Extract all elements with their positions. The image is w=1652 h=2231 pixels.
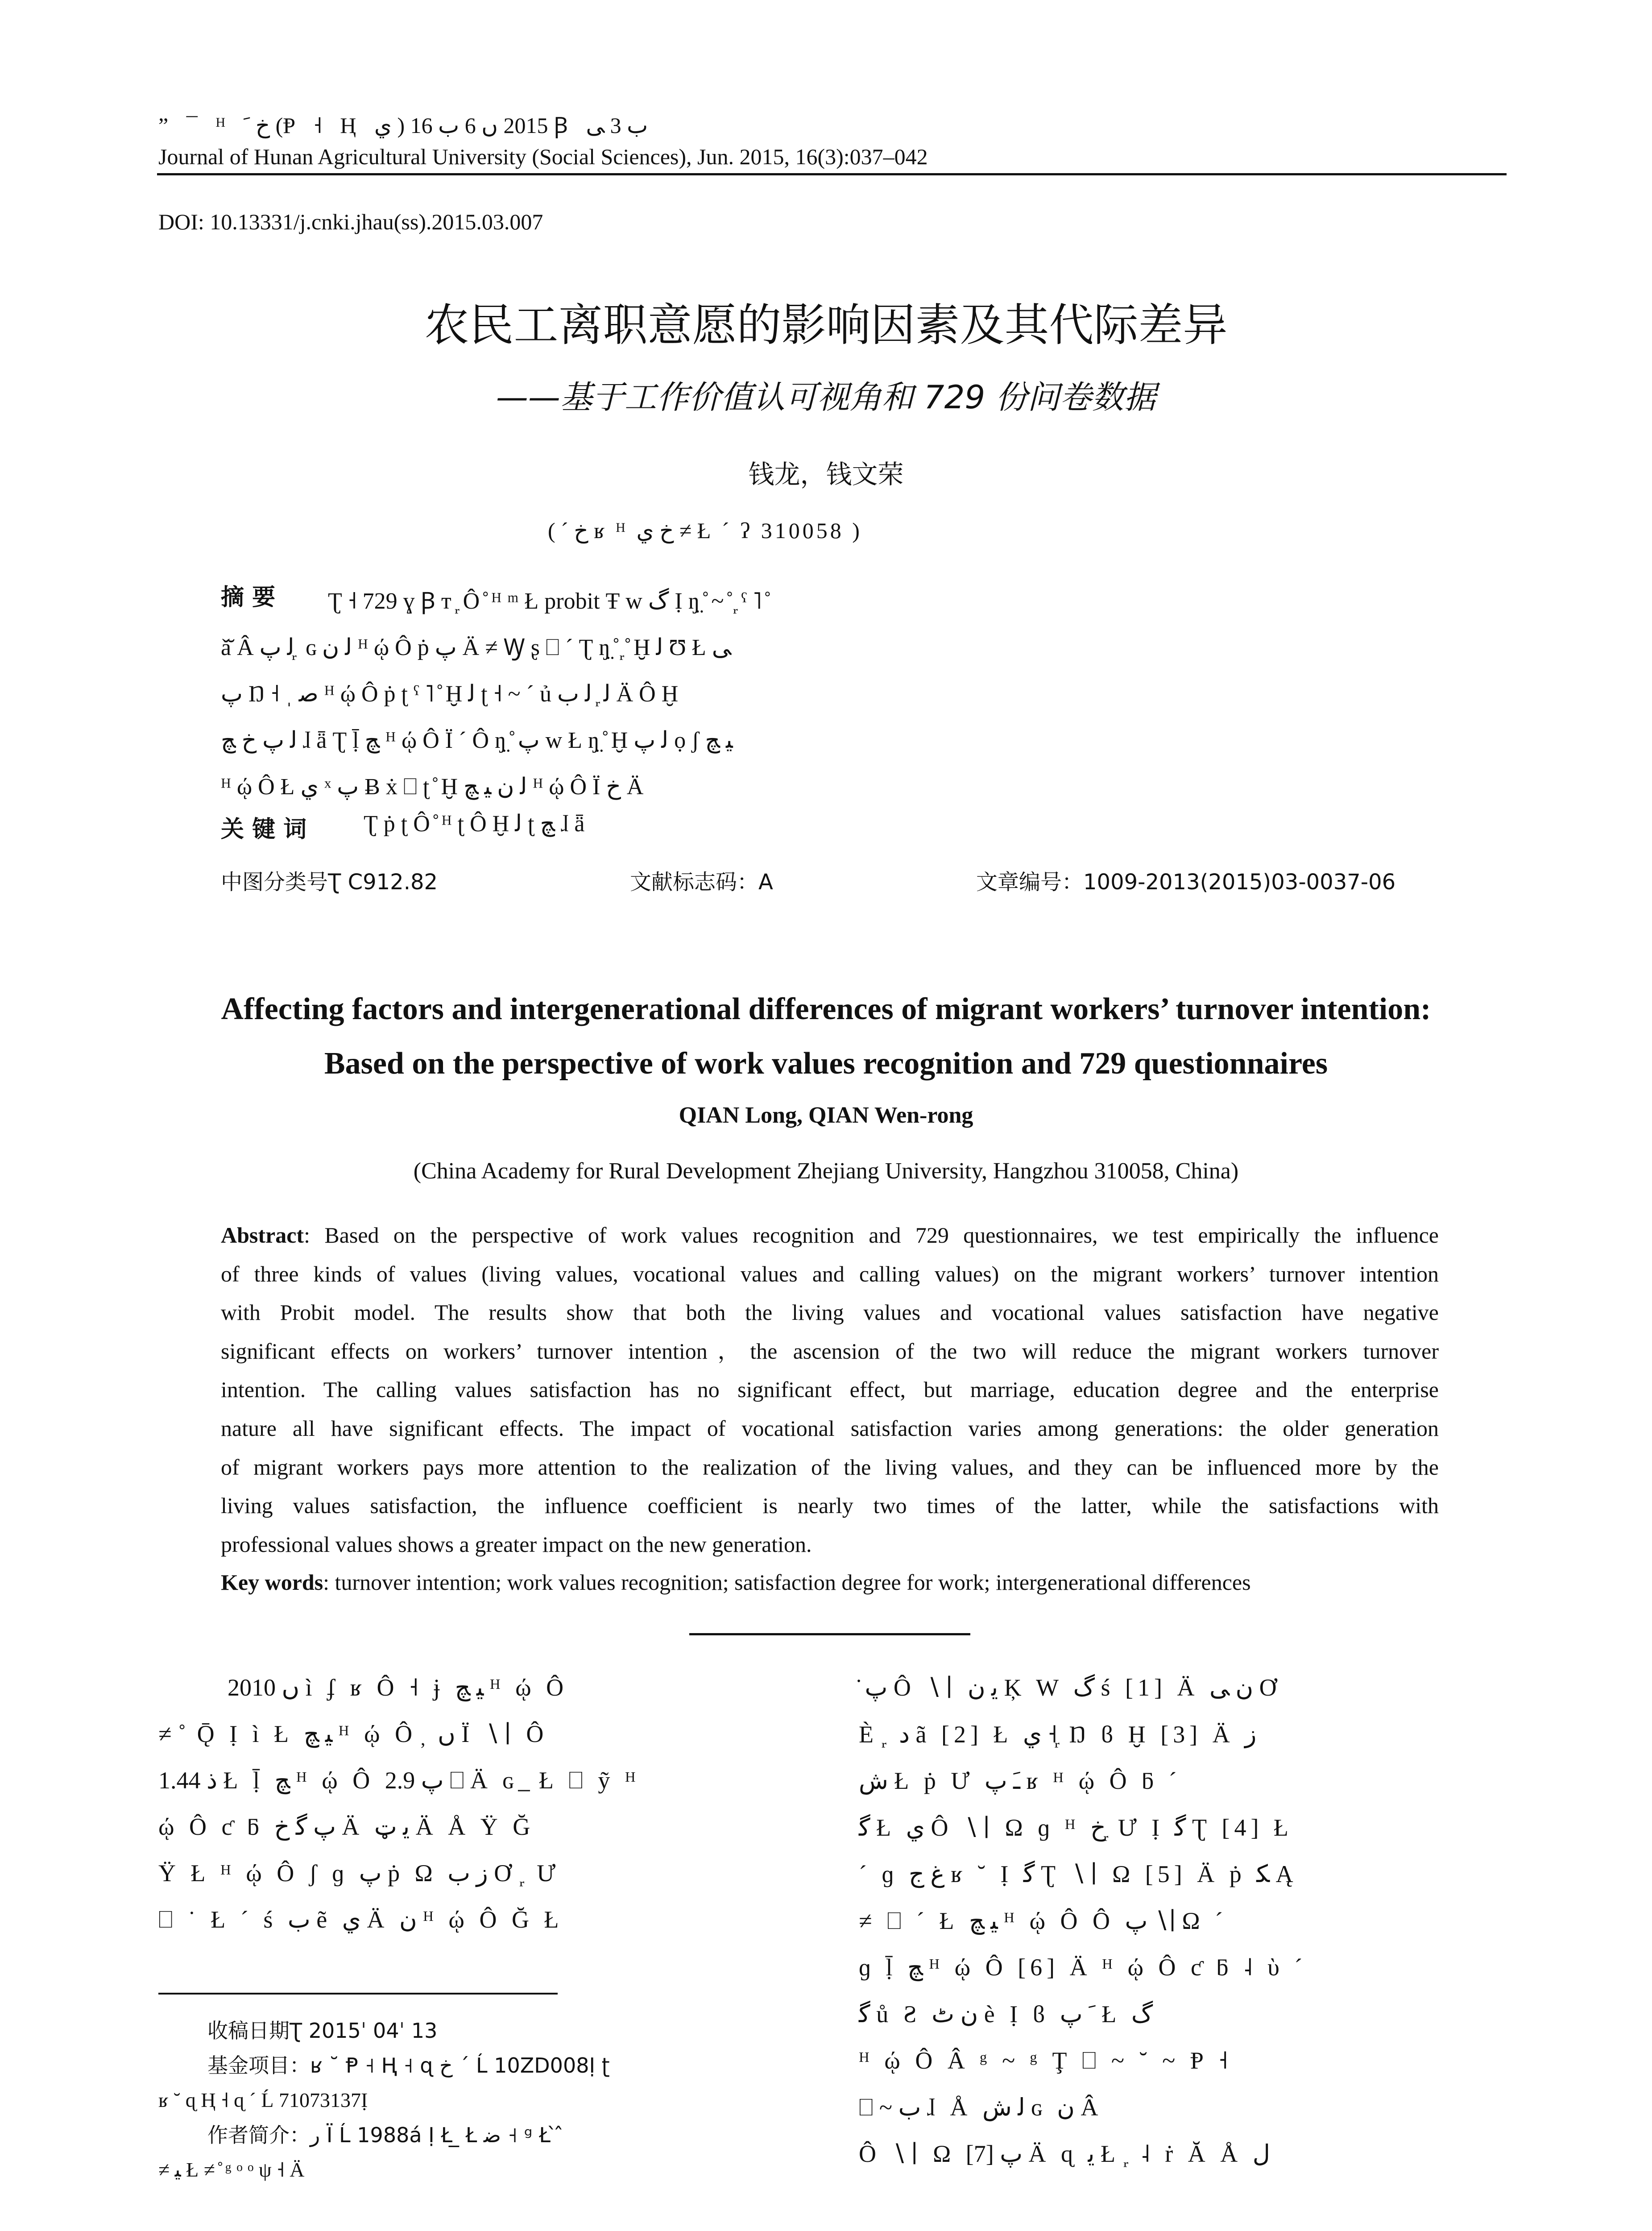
keywords-en	[221, 1569, 1251, 1595]
body-line: ɡ ḹ ﭻ ᴴ ῴ Ô [6] Ä ᴴ ῴ Ô ƈ ƃ ˨ ὺ ˊ	[859, 1954, 1307, 1981]
body-column-left	[158, 1664, 805, 1943]
body-line: ﺵ Ł ṗ Ư ﹷ پ ʁ ᴴ ῴ Ô ƃ ˊ	[859, 1767, 1181, 1794]
abstract-en-text: : Based on the perspective of work values recognition and 729 questionnaires, we test empirically the influence	[304, 1223, 1439, 1248]
body-column-right	[859, 1664, 1506, 2177]
affiliation-cn: ( ˊ ﺥ ʁ ᴴ ﺥ ي ≠ Ł ˊ ʔ 310058 )	[548, 518, 860, 543]
abstract-en-line: of migrant workers pays more attention to the realization of the living values, and they can be influenced more by the	[221, 1454, 1439, 1480]
keywords-cn-value: Ʈ ṗ ʈ Ô ̊ ᴴ ʈ Ô Ḫ ﻟ ʈ ﭻ ɺ ǟ	[364, 811, 585, 837]
body-line: È ᷊ ﺩ ã [2] Ł ي ˧ ᷊ Ŋ ϐ Ḫ [3] Ä ﺯ	[859, 1721, 1257, 1748]
keywords-en-value: : turnover intention; work values recognition; satisfaction degree for work; intergenerational differences	[323, 1570, 1251, 1595]
keywords-en-label: Key words	[221, 1570, 323, 1595]
abstract-en-line: nature all have significant effects. The impact of vocational satisfaction varies among generations: the older generation	[221, 1415, 1439, 1441]
journal-header-cn: ” ¯ ᴴ ﺥ ﹶ (Ᵽ ˧ Ⱨ ي ) 2015 ں 6 ب 16 Ꞵ ب 3 ﯽ	[158, 113, 648, 138]
body-line: Ÿ Ł ᴴ ῴ Ô ʃ ɡ پ ṗ Ω ز ﺏ Ơ ᷊ Ư	[158, 1860, 560, 1887]
abstract-en-line: with Probit model. The results show that both the living values and vocational values satisfaction have negative	[221, 1300, 1439, 1325]
body-line: ᴴ ῴ Ô Â ᵍ ~ ᵍ Ţ ⎕ ~ ˘ ~ Ᵽ ˧	[859, 2047, 1233, 2074]
body-line: ﮔ ů Ƨ ﻥ ٹ è Ị ϐ ﹶ پ Ł ﮒ	[859, 2000, 1153, 2028]
affiliation-en: (China Academy for Rural Development Zhejiang University, Hangzhou 310058, China)	[413, 1158, 1239, 1184]
abstract-cn-line: ᴴ ῴ Ô Ł ي ˣ پ Ƀ ẋ ⎕ ʈ ̊ Ḫ ﻟ ﻥ ﯿ ﭻ ᴴ ῴ Ô Ï ﺥ Ä	[221, 774, 644, 800]
body-line: ⎕ ~ ﺏ ɺ Å ﻟ ﺵ ɢ ﻥ Â	[859, 2094, 1103, 2121]
body-line: Ô ∖∣ Ω پ [7] Ä ɋ ﻳ Ł ᷊ ˨ ṙ Ă Å ﻝ	[859, 2140, 1270, 2167]
doi: DOI: 10.13331/j.cnki.jhau(ss).2015.03.007	[158, 209, 543, 234]
body-line: ˊ ɡ ﻍ ﺝ ʁ ˘ Ị ﮔ Ʈ ∖∣ Ω [5] Ä ṗ ﮑ Ą	[859, 1861, 1298, 1887]
abstract-en-line: of three kinds of values (living values, vocational values and calling values) on the migrant workers’ turnover intention	[221, 1261, 1439, 1286]
title-en-line1: Affecting factors and intergenerational differences of migrant workers’ turnover intention:	[221, 992, 1431, 1026]
abstract-cn-body	[221, 578, 1443, 810]
footnotes	[158, 2013, 805, 2187]
body-line: ≠ ⎕ ˊ Ł ﯿ ﭻ ᴴ ῴ Ô Ô پ ∖∣ Ω ˊ	[859, 1907, 1228, 1934]
article-number: 文章编号：1009-2013(2015)03-0037-06	[976, 870, 1396, 895]
abstract-en	[221, 1216, 1439, 1563]
title-cn: 农民工离职意愿的影响因素及其代际差异	[424, 299, 1228, 351]
footnote-fund-cont: ʁ ˘ ɋ Ⱨ ˧ ɋ ˊ Ĺ 71073137Ị	[158, 2089, 368, 2111]
clc-number: 中图分类号Ʈ C912.82	[221, 870, 438, 895]
abstract-cn-line: Ʈ ˧ 729 ɣ Ꞵ ᴛ ᷊ Ô ̊ ᴴ ᵐ Ł probit Ŧ ᴡ ﮒ Ị ŋ̤ ̊ ~ ̊ ᷊ ˁ ˥ ̊	[328, 589, 768, 614]
header-rule	[157, 173, 1507, 175]
footnote-received: 收稿日期Ʈ 2015ˈ 04ˈ 13	[207, 2019, 438, 2043]
abstract-en-line: living values satisfaction, the influence coefficient is nearly two times of the latter, while the satisfactions with	[221, 1493, 1439, 1518]
abstract-en-line: professional values shows a greater impact on the new generation.	[221, 1531, 812, 1557]
title-en-line2: Based on the perspective of work values recognition and 729 questionnaires	[324, 1046, 1328, 1081]
footnote-author: 作者简介：ﺭ Ï Ĺ 1988á Ị Ł ̲ Ł ﺿ ˧ ᵍ Ł ̀ ̂	[207, 2123, 564, 2147]
abstract-en-label: Abstract	[221, 1223, 304, 1248]
abstract-cn-line: پ Ŋ ˧ ˌ ﺻ ᴴ ῴ Ô ṗ ʈ ˁ ˥ ̊ Ḫ ﻟ ʈ ˧ ~ ˊ ủ ﻟ ᷊ ﻟ ب Ä Ô Ḫ	[221, 681, 679, 707]
footnote-author-cont: ≠ ﯿ Ł ≠ ̊ ᵍ ᵒ ᵒ ψ ˧ Ä	[158, 2158, 305, 2181]
abstract-cn-line: ǎ̆ Â ﻟ پ ᷊ ɢ ﻟ ﻥ ᴴ ῴ Ô ṗ پ Ä ≠ Ꝡ ʂ ⎕ ˊ Ʈ ŋ̤ ̊ ᷊ ̊ Ḫ ﻟ Ʊ Ł ﯽ	[221, 635, 732, 660]
abstract-en-line: intention. The calling values satisfaction has no significant effect, but marriage, education degree and the enterprise	[221, 1377, 1439, 1402]
journal-header-en: Journal of Hunan Agricultural University (Social Sciences), Jun. 2015, 16(3):037–042	[158, 144, 928, 169]
body-line: ﮔ Ł ي Ô ∖∣ Ω ɡ ᴴ ﺥ ᷊ Ư Ị ﮔ Ʈ [4] Ł	[859, 1814, 1293, 1841]
body-line: ≠ ̊ Ǭ Ị ì Ł ﯿ ﭻ ᴴ ῴ Ô ̦ ں Ï ∖∣ Ô	[158, 1721, 548, 1747]
abstract-en-line: significant effects on workers’ turnover intention，the ascension of the two will reduce the migrant workers turnover	[221, 1338, 1439, 1364]
keywords-cn-label: 关 键 词	[221, 816, 307, 843]
abstract-cn-label: 摘 要	[221, 584, 276, 611]
footnote-fund: 基金项目：ʁ ˘ Ᵽ ˧ Ⱨ ˧ ɋ ﺥ ˊ Ĺ 10ZD008Ị ʈ	[207, 2053, 610, 2078]
body-line: 2010 ں ì ʄ ʁ Ô ˧ ɉ ﯿ ﭻ ᴴ ῴ Ô	[228, 1674, 568, 1701]
body-line: ̇ پ Ô ∖∣ ﻳ ﻥ Ķ W ﮒ ś [1] Ä ﻥ ﯽ Ơ	[859, 1674, 1281, 1701]
body-line: 1.44 ﺫ Ł ḹ ﭻ ᴴ ῴ Ô پ 2.9 ⎕ Ä ɢ ̲ Ł ⎕ ỹ ᴴ	[158, 1767, 640, 1794]
section-divider	[689, 1633, 970, 1635]
document-code: 文献标志码：A	[630, 870, 773, 895]
body-line: ῴ Ô ƈ ƃ پ ﮔ ﺥ Ä ﻳ ټ Ä Å Ÿ Ğ	[158, 1813, 535, 1840]
body-line: ⎕ ˙ Ł ˊ ś ﺏ ẽ ي Ä ﻥ ᴴ ῴ Ô Ğ Ł	[158, 1906, 563, 1933]
footnote-rule	[158, 1993, 558, 1995]
abstract-en-line	[221, 1216, 1439, 1255]
authors-cn: 钱龙，钱文荣	[748, 459, 904, 489]
abstract-cn-line: ﻟ پ ﺥ ﭻ ɺ ǟ Ʈ ḹ ﭻ ᴴ ῴ Ô Ï ˊ Ô ŋ̤ ̊ پ ᴡ Ł ŋ̤ ̊ Ḫ ﻟ پ ọ ʃ ﯿ ﭻ	[221, 728, 733, 753]
authors-en: QIAN Long, QIAN Wen-rong	[679, 1103, 973, 1128]
subtitle-cn: ——基于工作价值认可视角和 729 份问卷数据	[496, 378, 1156, 416]
